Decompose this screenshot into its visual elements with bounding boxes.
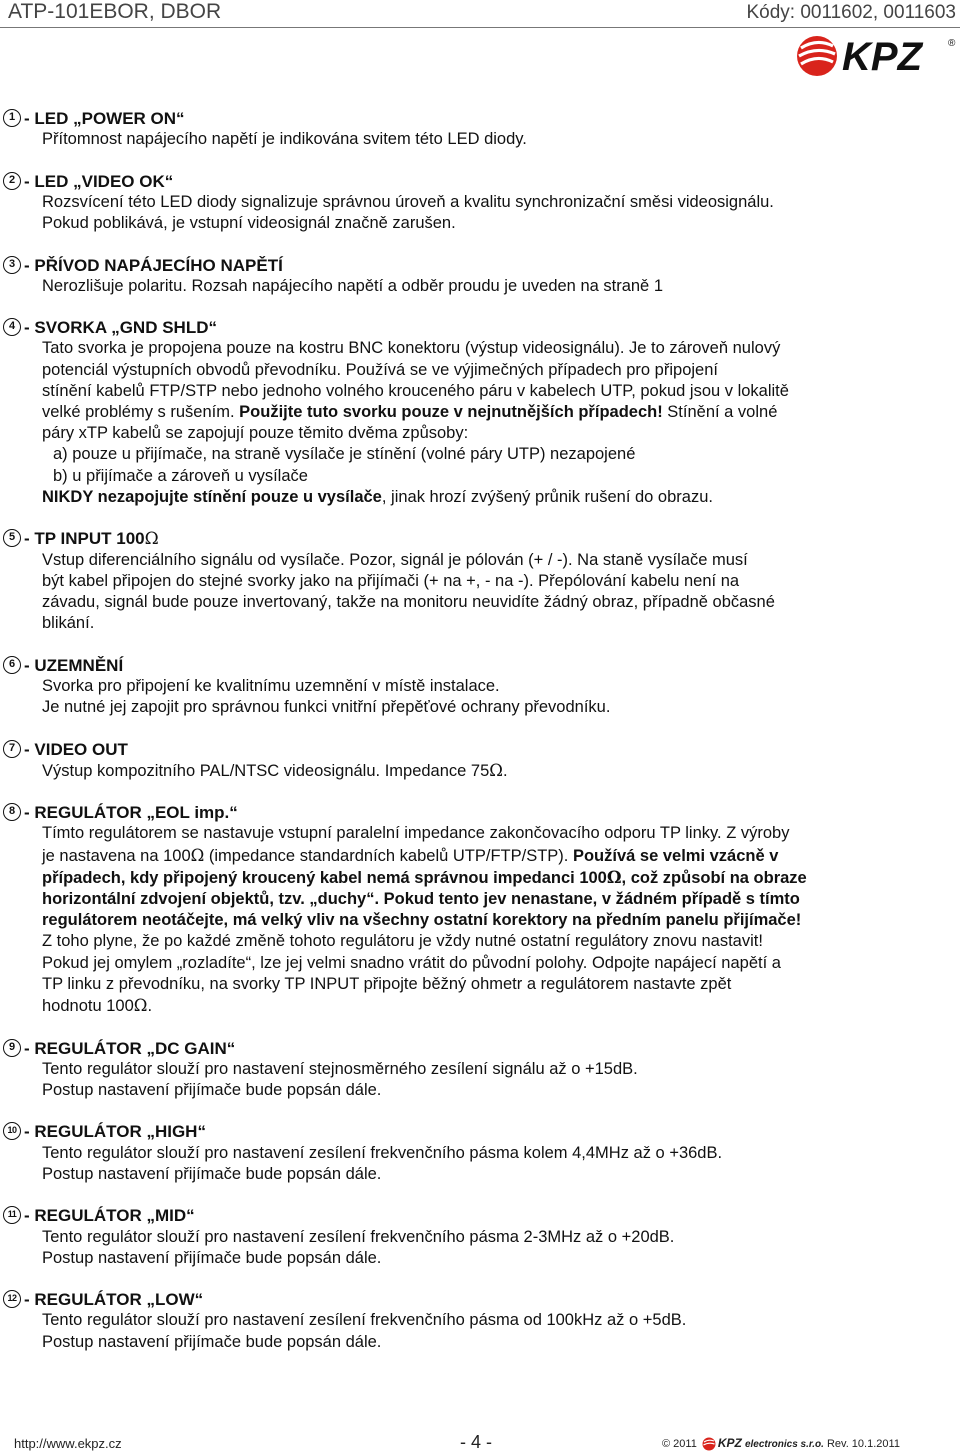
- section-12: [0, 1289, 960, 1353]
- footer-copyright: [662, 1436, 900, 1451]
- section-heading: [0, 1289, 960, 1310]
- section-title: - UZEMNĚNÍ: [24, 655, 124, 675]
- section-title: - SVORKA „GND SHLD“: [24, 318, 217, 338]
- section-3: [0, 255, 960, 297]
- text-line: Postup nastavení přijímače bude popsán dále.: [42, 1332, 382, 1351]
- text-line: [42, 760, 927, 782]
- section-1: [0, 108, 960, 150]
- text-run: hodnotu 100: [42, 997, 134, 1016]
- section-10: [0, 1121, 960, 1185]
- section-title: - LED „VIDEO OK“: [24, 171, 174, 191]
- section-7: [0, 739, 960, 782]
- document-title: ATP-101EBOR, DBOR: [8, 0, 222, 23]
- section-2: [0, 171, 960, 235]
- section-text: [0, 1059, 927, 1101]
- text-run: případech, kdy připojený kroucený kabel nemá správnou impedanci 100: [42, 868, 607, 887]
- footer-logo-swirl-icon: [702, 1437, 716, 1451]
- section-title: - REGULÁTOR „DC GAIN“: [24, 1038, 236, 1058]
- text-line: Postup nastavení přijímače bude popsán dále.: [42, 1248, 382, 1267]
- warning-text: NIKDY nezapojujte stínění pouze u vysílače: [42, 487, 382, 506]
- logo-swirl-icon: [797, 36, 837, 76]
- text-line: Rozsvícení této LED diody signalizuje správnou úroveň a kvalitu synchronizační směsi videosignálu.: [42, 192, 774, 211]
- text-line: TP linku z převodníku, na svorky TP INPUT připojte běžný ohmetr a regulátorem nastavte zpět: [42, 974, 732, 993]
- copyright-text: © 2011: [662, 1438, 697, 1450]
- section-heading: [0, 108, 960, 129]
- section-number-badge: 4: [3, 318, 21, 336]
- text-line: Nerozlišuje polaritu. Rozsah napájecího napětí a odběr proudu je uveden na straně 1: [42, 276, 663, 295]
- text-run: Stínění a volné: [662, 403, 778, 422]
- section-number-badge: 8: [3, 803, 21, 821]
- section-5: [0, 528, 960, 634]
- document-body: [0, 108, 960, 1373]
- section-4: [0, 317, 960, 508]
- section-text: [0, 823, 927, 1017]
- section-title: - REGULÁTOR „LOW“: [24, 1290, 204, 1310]
- text-line: být kabel připojen do stejné svorky jako na přijímači (+ na +, - na -). Přepólování kabelu není na: [42, 571, 740, 590]
- text-line: regulátorem neotáčejte, má velký vliv na všechny ostatní korektory na předním panelu přijímače!: [42, 911, 802, 930]
- text-line: potenciál výstupních obvodů převodníku. Používá se ve výjimečných případech pro připojení: [42, 360, 718, 379]
- section-text: [0, 676, 927, 718]
- ohm-symbol: Ω: [133, 996, 148, 1016]
- revision-text: Rev. 10.1.2011: [826, 1438, 900, 1450]
- section-title: - TP INPUT 100: [24, 529, 145, 549]
- section-number-badge: 3: [3, 256, 21, 274]
- text-line: [42, 402, 927, 423]
- footer-brand: KPZ: [717, 1436, 742, 1450]
- text-run: , což způsobí na obraze: [621, 868, 807, 887]
- section-text: [0, 1227, 927, 1269]
- section-11: [0, 1205, 960, 1269]
- text-run: Výstup kompozitního PAL/NTSC videosignálu. Impedance 75: [42, 761, 490, 780]
- text-line: Je nutné jej zapojit pro správnou funkci vnitřní přepěťové ochrany převodníku.: [42, 698, 611, 717]
- text-line: Tento regulátor slouží pro nastavení zesílení frekvenčního pásma kolem 4,4MHz až o +36dB.: [42, 1143, 723, 1162]
- ohm-symbol: Ω: [489, 760, 503, 780]
- ohm-symbol: Ω: [144, 529, 159, 550]
- section-number-badge: 10: [3, 1122, 21, 1140]
- section-title: - REGULÁTOR „EOL imp.“: [24, 803, 238, 823]
- text-run: .: [147, 997, 153, 1016]
- text-line: [42, 995, 927, 1017]
- footer-brand-sub: electronics s.r.o.: [744, 1439, 824, 1450]
- text-line: Vstup diferenciálního signálu od vysílače. Pozor, signál je pólován (+ / -). Na staně vysílače musí: [42, 550, 748, 569]
- text-run: .: [502, 761, 508, 780]
- section-number-badge: 5: [3, 529, 21, 547]
- section-text: [0, 550, 927, 635]
- option-a: a) pouze u přijímače, na straně vysílače je stínění (volné páry UTP) nezapojené: [53, 445, 636, 464]
- kpz-logo: [795, 34, 960, 78]
- page-number: - 4 -: [460, 1432, 493, 1452]
- section-number-badge: 1: [3, 109, 21, 127]
- text-line: Svorka pro připojení ke kvalitnímu uzemnění v místě instalace.: [42, 676, 500, 695]
- section-text: [0, 276, 927, 297]
- ohm-symbol: Ω: [606, 867, 622, 887]
- text-line: blikání.: [42, 614, 95, 633]
- warning-text: Použijte tuto svorku pouze v nejnutnějších případech!: [239, 403, 663, 422]
- option-b: b) u přijímače a zároveň u vysílače: [53, 466, 308, 485]
- text-line: Tímto regulátorem se nastavuje vstupní paralelní impedance zakončovacího odporu TP linky. Z výroby: [42, 824, 790, 843]
- text-line: Tento regulátor slouží pro nastavení stejnosměrného zesílení signálu až o +15dB.: [42, 1059, 638, 1078]
- text-line: Přítomnost napájecího napětí je indikována svitem této LED diody.: [42, 130, 527, 149]
- section-text: [0, 760, 927, 782]
- section-heading: [0, 1038, 960, 1059]
- section-title: - VIDEO OUT: [24, 739, 128, 759]
- ohm-symbol: Ω: [190, 845, 205, 865]
- section-text: [0, 1143, 927, 1185]
- text-run: , jinak hrozí zvýšený průnik rušení do obrazu.: [381, 487, 713, 506]
- text-line: páry xTP kabelů se zapojují pouze těmito dvěma způsoby:: [42, 424, 469, 443]
- header-divider: [0, 27, 960, 28]
- text-line: [42, 867, 927, 889]
- text-line: Tato svorka je propojena pouze na kostru BNC konektoru (výstup videosignálu). Je to zároveň nulový: [42, 339, 781, 358]
- section-heading: [0, 171, 960, 192]
- section-number-badge: 9: [3, 1039, 21, 1057]
- page-footer: [0, 1424, 960, 1455]
- text-line: závadu, signál bude pouze invertovaný, takže na monitoru neuvidíte žádný obraz, případně občasné: [42, 592, 775, 611]
- text-line: Tento regulátor slouží pro nastavení zesílení frekvenčního pásma od 100kHz až o +5dB.: [42, 1311, 687, 1330]
- section-text: [0, 192, 927, 234]
- section-6: [0, 655, 960, 719]
- text-line: stínění kabelů FTP/STP nebo jednoho volného krouceného páru v kabelech UTP, pokud jsou v lokalitě: [42, 381, 789, 400]
- text-line: Postup nastavení přijímače bude popsán dále.: [42, 1080, 382, 1099]
- text-run: velké problémy s rušením.: [42, 403, 240, 422]
- section-text: [0, 129, 927, 150]
- section-8: [0, 802, 960, 1017]
- section-text: [0, 338, 927, 508]
- section-title: - PŘÍVOD NAPÁJECÍHO NAPĚTÍ: [24, 255, 283, 275]
- section-heading: [0, 655, 960, 676]
- section-number-badge: 6: [3, 656, 21, 674]
- section-heading: [0, 1121, 960, 1142]
- section-title: - REGULÁTOR „MID“: [24, 1206, 195, 1226]
- text-run: je nastavena na 100: [42, 846, 191, 865]
- section-heading: [0, 1205, 960, 1226]
- section-number-badge: 11: [3, 1206, 21, 1224]
- text-run: (impedance standardních kabelů UTP/FTP/STP).: [204, 846, 573, 865]
- section-text: [0, 1310, 927, 1352]
- section-number-badge: 7: [3, 740, 21, 758]
- section-number-badge: 2: [3, 172, 21, 190]
- text-line: Pokud jej omylem „rozladíte“, lze jej velmi snadno vrátit do původní polohy. Odpojte napájecí napětí a: [42, 953, 781, 972]
- section-heading: [0, 528, 960, 549]
- section-9: [0, 1038, 960, 1102]
- logo-wordmark: KPZ: [842, 35, 922, 78]
- section-title: - REGULÁTOR „HIGH“: [24, 1122, 206, 1142]
- section-heading: [0, 317, 960, 338]
- section-number-badge: 12: [3, 1290, 21, 1308]
- kpz-logo-graphic: [795, 34, 960, 78]
- text-line: [42, 487, 927, 508]
- product-codes: Kódy: 0011602, 0011603: [746, 2, 956, 23]
- website-link[interactable]: http://www.ekpz.cz: [14, 1436, 122, 1451]
- text-line: Z toho plyne, že po každé změně tohoto regulátoru je vždy nutné ostatní regulátory znovu nastavit!: [42, 932, 763, 951]
- logo-registered-mark: ®: [948, 38, 956, 49]
- section-heading: [0, 802, 960, 823]
- text-line: Pokud poblikává, je vstupní videosignál značně zarušen.: [42, 214, 456, 233]
- text-line: horizontální zdvojení objektů, tzv. „duchy“. Pokud tento jev nenastane, v žádném případě s tímto: [42, 890, 800, 909]
- text-line: Tento regulátor slouží pro nastavení zesílení frekvenčního pásma 2-3MHz až o +20dB.: [42, 1227, 675, 1246]
- text-line: Postup nastavení přijímače bude popsán dále.: [42, 1164, 382, 1183]
- section-heading: [0, 255, 960, 276]
- page-header: [0, 0, 960, 30]
- section-title: - LED „POWER ON“: [24, 109, 185, 128]
- section-heading: [0, 739, 960, 760]
- text-line: [42, 845, 927, 867]
- emphasis-text: Používá se velmi vzácně v: [572, 846, 779, 865]
